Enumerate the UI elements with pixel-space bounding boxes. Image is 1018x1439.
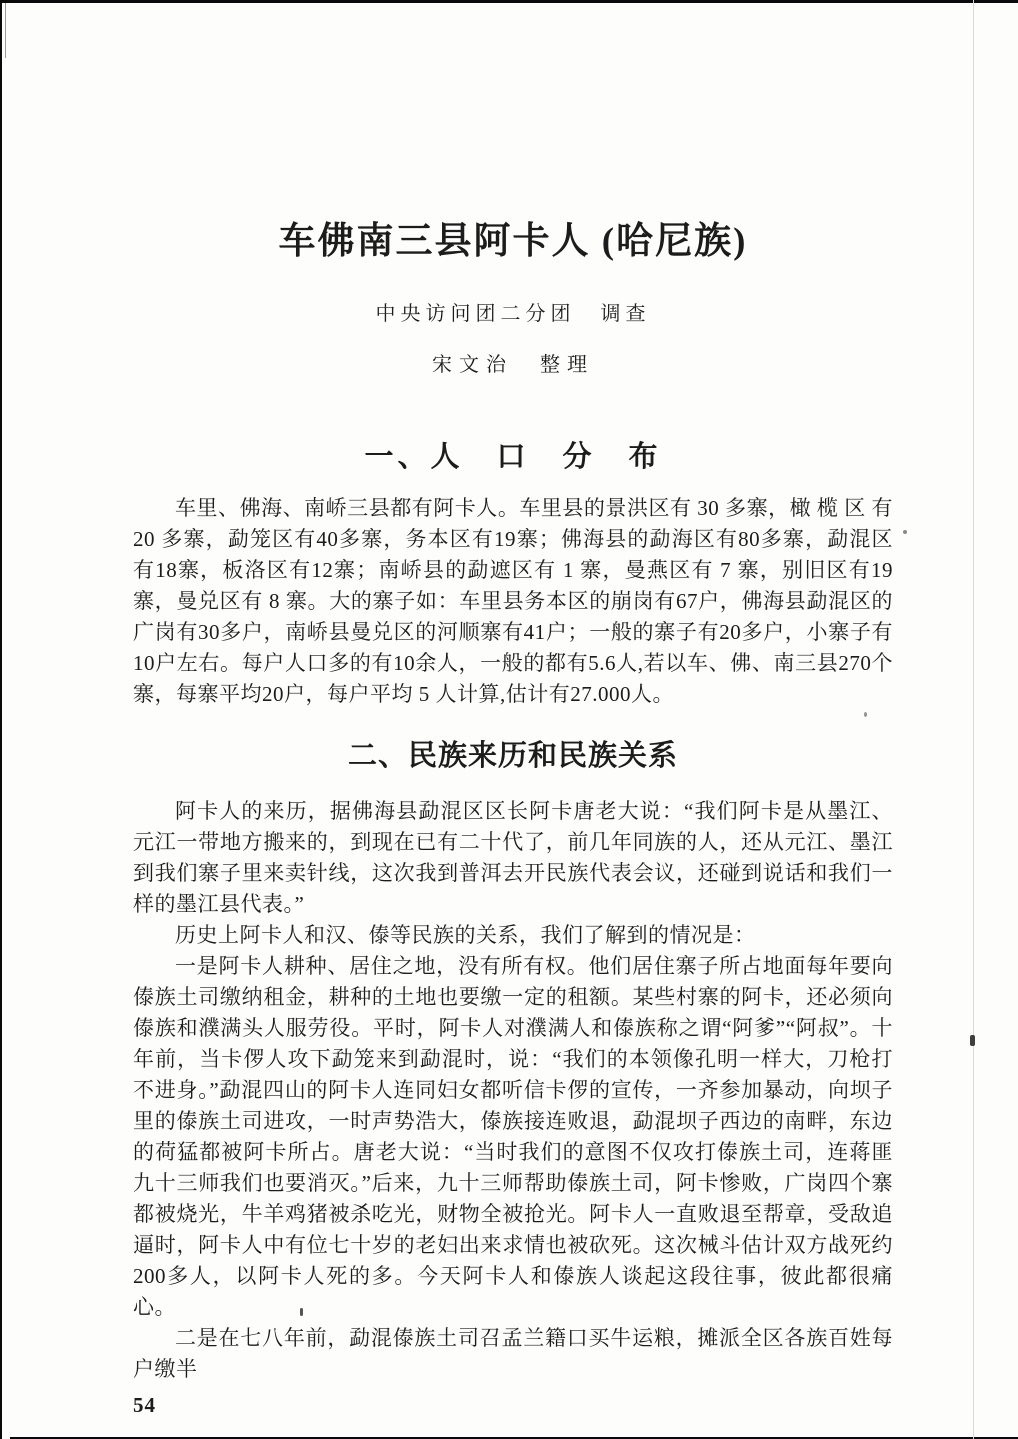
- document-title: 车佛南三县阿卡人 (哈尼族): [278, 221, 748, 262]
- body-paragraph: 阿卡人的来历，据佛海县勐混区区长阿卡唐老大说：“我们阿卡是从墨江、元江一带地方搬来的，到现在已有二十代了，前几年同族的人，还从元江、墨江到我们寨子里来卖针线，这次我到普洱去开民族代表会议，还碰到说话和我们一样的墨江县代表。”: [133, 799, 893, 917]
- section-body-population: [133, 493, 893, 710]
- section-body-ethnic-relations: [133, 796, 893, 1385]
- body-paragraph: 二是在七八年前，勐混傣族土司召孟兰籍口买牛运粮，摊派全区各族百姓每户缴半: [133, 1326, 893, 1382]
- survey-byline: 中央访问团二分团 调查: [375, 303, 651, 326]
- page-number: 54: [133, 1393, 156, 1418]
- compiler-byline: 宋文治 整理: [432, 354, 594, 377]
- section-heading-ethnic-origin-relations: 二、民族来历和民族关系: [347, 740, 678, 773]
- body-paragraph: 车里、佛海、南峤三县都有阿卡人。车里县的景洪区有 30 多寨，橄 榄 区 有20 多寨，勐笼区有40多寨，务本区有19寨；佛海县的勐海区有80多寨，勐混区有18寨，板洛区有12寨；南峤县的勐遮区有 1 寨，曼燕区有 7 寨，别旧区有19寨，曼兑区有 8 寨。大的寨子如：车里县务本区的崩岗有67户，佛海县勐混区的广岗有30多户，南峤县曼兑区的河顺寨有41户；一般的寨子有20多户，小寨子有10户左右。每户人口多的有10余人，一般的都有5.6人,若以车、佛、南三县270个寨，每寨平均20户，每户平均 5 人计算,估计有27.000人。: [133, 496, 893, 707]
- body-paragraph: 一是阿卡人耕种、居住之地，没有所有权。他们居住寨子所占地面每年要向傣族土司缴纳租金，耕种的土地也要缴一定的租额。某些村寨的阿卡，还必须向傣族和濮满头人服劳役。平时，阿卡人对濮满人和傣族称之谓“阿爹”“阿叔”。十年前，当卡㑩人攻下勐笼来到勐混时，说：“我们的本领像孔明一样大，刀枪打不进身。”勐混四山的阿卡人连同妇女都听信卡㑩的宣传，一齐参加暴动，向坝子里的傣族土司进攻，一时声势浩大，傣族接连败退，勐混坝子西边的南畔，东边的荷猛都被阿卡所占。唐老大说：“当时我们的意图不仅攻打傣族土司，连蒋匪九十三师我们也要消灭。”后来，九十三师帮助傣族土司，阿卡惨败，广岗四个寨都被烧光，牛羊鸡猪被杀吃光，财物全被抢光。阿卡人一直败退至帮章，受敌追逼时，阿卡人中有位七十岁的老妇出来求情也被砍死。这次械斗估计双方战死约200多人，以阿卡人死的多。今天阿卡人和傣族人谈起这段往事，彼此都很痛心。: [133, 954, 893, 1320]
- section-heading-population-distribution: 一、人 口 分 布: [364, 441, 662, 474]
- body-paragraph: 历史上阿卡人和汉、傣等民族的关系，我们了解到的情况是：: [175, 923, 756, 948]
